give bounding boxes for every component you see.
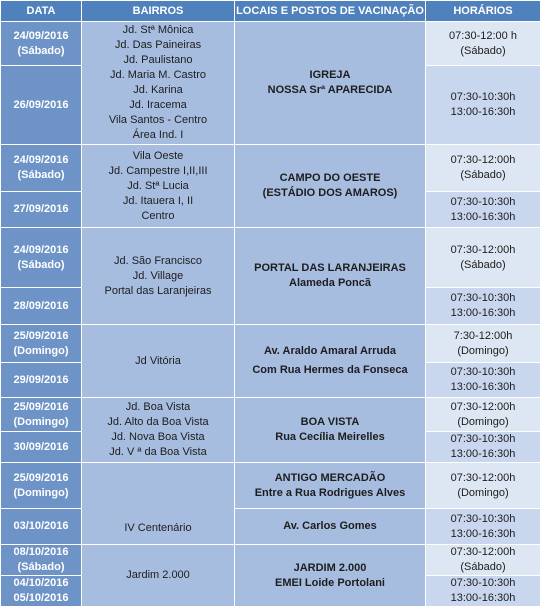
hours-cell: 07:30-10:30h 13:00-16:30h	[426, 576, 540, 607]
hours-cell: 07:30-10:30h 13:00-16:30h	[426, 432, 540, 463]
date-cell: 08/10/2016 (Sábado)	[1, 545, 82, 576]
bairros-cell: IV Centenário	[82, 463, 235, 545]
date-cell: 27/09/2016	[1, 192, 82, 228]
header-horarios: HORÁRIOS	[426, 1, 540, 22]
hours-cell: 07:30-10:30h 13:00-16:30h	[426, 509, 540, 545]
hours-cell: 07:30-12:00h (Sábado)	[426, 145, 540, 192]
date-cell: 24/09/2016 (Sábado)	[1, 22, 82, 66]
bairros-cell: Jardim 2.000	[82, 545, 235, 607]
local-cell: PORTAL DAS LARANJEIRAS Alameda Poncã	[235, 228, 426, 325]
local-cell: IGREJA NOSSA Srª APARECIDA	[235, 22, 426, 145]
table-row	[1, 325, 540, 363]
table-row	[1, 545, 540, 576]
date-cell: 24/09/2016 (Sábado)	[1, 228, 82, 288]
date-cell: 24/09/2016 (Sábado)	[1, 145, 82, 192]
bairros-cell: Jd. Stª Mônica Jd. Das Paineiras Jd. Paulistano Jd. Maria M. Castro Jd. Karina Jd. Iracema Vila Santos - Centro Área Ind. I	[82, 22, 235, 145]
table-row	[1, 145, 540, 192]
date-cell: 25/09/2016 (Domingo)	[1, 398, 82, 432]
table-row	[1, 22, 540, 66]
date-cell: 28/09/2016	[1, 288, 82, 325]
date-cell: 29/09/2016	[1, 363, 82, 398]
bairros-cell: Vila Oeste Jd. Campestre I,II,III Jd. Stª Lucia Jd. Itauera I, II Centro	[82, 145, 235, 228]
hours-cell: 07:30-12:00h (Sábado)	[426, 228, 540, 288]
hours-cell: 07:30-10:30h 13:00-16:30h	[426, 192, 540, 228]
local-cell: CAMPO DO OESTE (ESTÁDIO DOS AMAROS)	[235, 145, 426, 228]
header-row	[1, 1, 540, 22]
header-bairros: BAIRROS	[82, 1, 235, 22]
local-cell: JARDIM 2.000 EMEI Loide Portolani	[235, 545, 426, 607]
hours-cell: 07:30-12:00h (Sábado)	[426, 545, 540, 576]
hours-cell: 7:30-12:00h (Domingo)	[426, 325, 540, 363]
local-cell: ANTIGO MERCADÃO Entre a Rua Rodrigues Alves	[235, 463, 426, 509]
date-cell: 25/09/2016 (Domingo)	[1, 463, 82, 509]
local-cell: Av. Carlos Gomes	[235, 509, 426, 545]
date-cell: 04/10/2016 05/10/2016	[1, 576, 82, 607]
table-row	[1, 463, 540, 509]
header-data: DATA	[1, 1, 82, 22]
hours-cell: 07:30-10:30h 13:00-16:30h	[426, 66, 540, 145]
bairros-cell: Jd. São Francisco Jd. Village Portal das Laranjeiras	[82, 228, 235, 325]
local-cell: Av. Araldo Amaral Arruda Com Rua Hermes da Fonseca	[235, 325, 426, 398]
date-cell: 25/09/2016 (Domingo)	[1, 325, 82, 363]
date-cell: 03/10/2016	[1, 509, 82, 545]
table-row	[1, 509, 540, 545]
local-cell: BOA VISTA Rua Cecília Meirelles	[235, 398, 426, 463]
hours-cell: 07:30-12:00h (Domingo)	[426, 398, 540, 432]
date-cell: 26/09/2016	[1, 66, 82, 145]
hours-cell: 07:30-12:00 h (Sábado)	[426, 22, 540, 66]
table-row	[1, 228, 540, 288]
bairros-cell: Jd Vitória	[82, 325, 235, 398]
header-locais: LOCAIS E POSTOS DE VACINAÇÃO	[235, 1, 426, 22]
hours-cell: 07:30-10:30h 13:00-16:30h	[426, 288, 540, 325]
table-row	[1, 398, 540, 432]
hours-cell: 07:30-12:00h (Domingo)	[426, 463, 540, 509]
hours-cell: 07:30-10:30h 13:00-16:30h	[426, 363, 540, 398]
bairros-cell: Jd. Boa Vista Jd. Alto da Boa Vista Jd. Nova Boa Vista Jd. V ª da Boa Vista	[82, 398, 235, 463]
date-cell: 30/09/2016	[1, 432, 82, 463]
